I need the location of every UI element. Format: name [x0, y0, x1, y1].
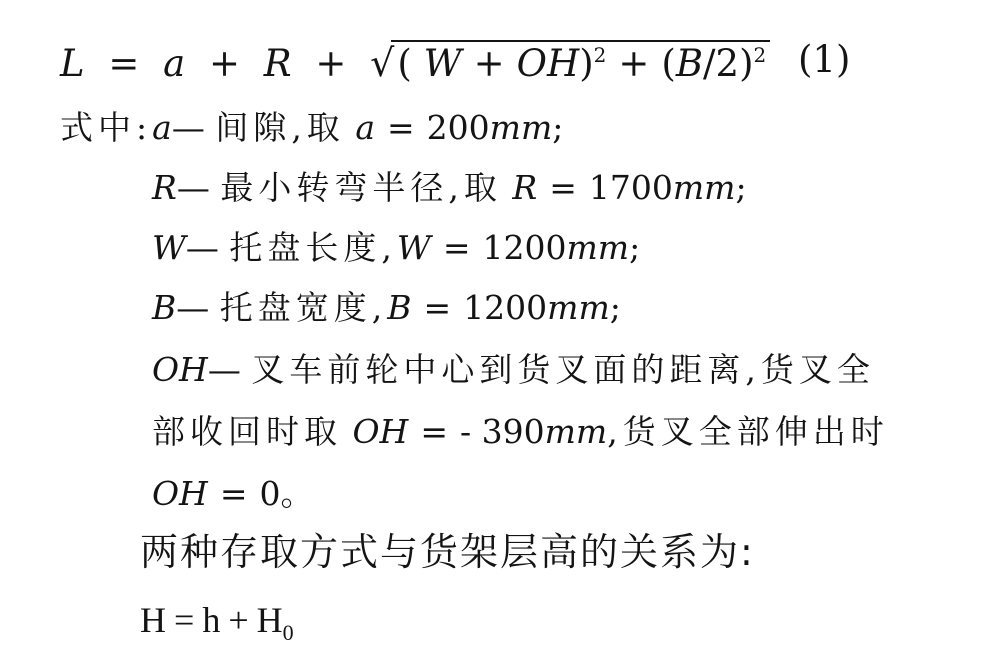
value-w: 1200: [482, 228, 567, 267]
symbol-r: R: [152, 168, 177, 207]
desc-r: 最小转弯半径,取: [220, 168, 502, 207]
semicolon: ;: [629, 228, 641, 267]
equals: =: [420, 412, 448, 451]
desc-oh-line2b: ,货叉全部伸出时: [607, 412, 889, 451]
symbol-a: a: [152, 108, 172, 147]
eq1-rparen-2: ): [739, 42, 754, 85]
value-oh-retracted: - 390: [460, 412, 545, 451]
eq1-plus-1: +: [208, 42, 240, 85]
definition-oh-line2: [152, 412, 889, 452]
eq1-square-root: [370, 40, 770, 84]
body-paragraph: 两种存取方式与货架层高的关系为:: [140, 530, 755, 574]
symbol-a-inline: a: [355, 108, 375, 147]
eq1-term-r: R: [263, 42, 292, 85]
definition-oh-line3: [152, 474, 314, 514]
definition-oh: [152, 350, 875, 390]
symbol-oh-inline: OH: [352, 412, 409, 451]
definition-b: [152, 288, 621, 328]
dash: —: [171, 108, 205, 147]
semicolon: ;: [609, 288, 621, 327]
eq1-plus-4: +: [618, 42, 650, 85]
eq1-equals: =: [108, 42, 140, 85]
value-oh-extended: 0: [259, 474, 281, 513]
dash: —: [207, 350, 241, 389]
eq1-lhs: L: [60, 42, 85, 85]
value-a: 200: [426, 108, 490, 147]
equals: =: [219, 474, 248, 513]
unit-mm: mm: [547, 288, 610, 327]
equation-number: (1): [798, 38, 851, 81]
desc-oh-line2a: 部收回时取: [152, 412, 342, 451]
equation-2: [140, 600, 294, 645]
equation-1: [60, 40, 770, 84]
eq2-h-upper: H: [140, 600, 166, 640]
eq1-lparen-2: (: [661, 42, 676, 85]
unit-mm: mm: [672, 168, 736, 207]
definition-intro: 式中:: [60, 108, 153, 147]
eq2-subscript-0: 0: [282, 620, 294, 645]
equals: =: [549, 168, 577, 207]
eq1-radicand: [391, 40, 770, 84]
eq2-h-lower: h: [202, 600, 221, 640]
full-stop: 。: [280, 474, 314, 513]
definition-a: [60, 108, 563, 148]
desc-w: 托盘长度,: [229, 228, 397, 267]
eq2-plus: +: [228, 600, 249, 640]
unit-mm: mm: [489, 108, 553, 147]
desc-oh-line1: 叉车前轮中心到货叉面的距离,货叉全: [251, 350, 875, 389]
eq2-equals: =: [174, 600, 195, 640]
symbol-r-inline: R: [512, 168, 538, 207]
eq1-exponent-2: 2: [753, 43, 767, 67]
symbol-oh-inline-2: OH: [152, 474, 208, 513]
eq2-h0: H: [256, 600, 283, 640]
definition-w: [152, 228, 640, 268]
desc-b: 托盘宽度,: [219, 288, 388, 327]
eq1-rparen-1: ): [579, 42, 594, 85]
symbol-oh: OH: [152, 350, 208, 389]
eq1-half: /2: [703, 42, 740, 85]
eq1-term-a: a: [163, 42, 186, 85]
semicolon: ;: [735, 168, 747, 207]
symbol-b-inline: B: [387, 288, 412, 327]
unit-mm: mm: [544, 412, 608, 451]
dash: —: [176, 168, 210, 207]
equals: =: [387, 108, 415, 147]
sqrt-sign-icon: √: [370, 41, 395, 85]
definition-r: [152, 168, 747, 208]
symbol-w: W: [152, 228, 186, 267]
eq1-exponent-1: 2: [593, 43, 607, 67]
eq1-plus-2: +: [315, 42, 347, 85]
equals: =: [423, 288, 452, 327]
equals: =: [442, 228, 471, 267]
value-b: 1200: [463, 288, 548, 327]
symbol-w-inline: W: [396, 228, 431, 267]
eq1-b: B: [675, 42, 704, 85]
desc-a: 间隙,取: [215, 108, 345, 147]
value-r: 1700: [588, 168, 673, 207]
eq1-w: W: [423, 42, 462, 85]
dash: —: [176, 288, 210, 327]
symbol-b: B: [152, 288, 177, 327]
eq1-lparen-1: (: [397, 42, 412, 85]
eq1-oh: OH: [516, 42, 580, 85]
dash: —: [185, 228, 219, 267]
unit-mm: mm: [566, 228, 630, 267]
semicolon: ;: [552, 108, 564, 147]
eq1-plus-3: +: [473, 42, 505, 85]
